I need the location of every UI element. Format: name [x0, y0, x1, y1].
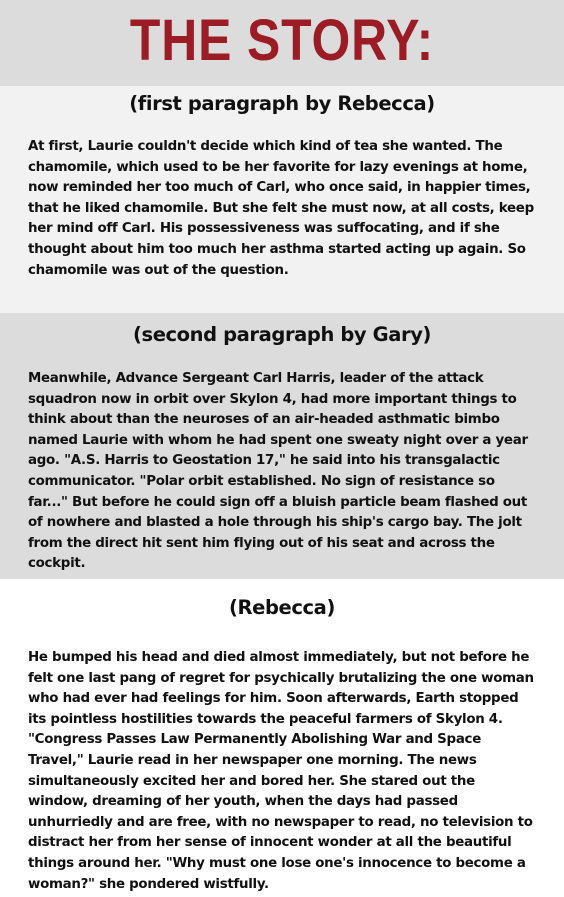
section-first-paragraph [0, 86, 564, 313]
page-title: THE STORY: [129, 8, 435, 73]
section-heading: (second paragraph by Gary) [132, 323, 432, 346]
title-banner [0, 0, 564, 86]
section-second-paragraph [0, 313, 564, 579]
section-paragraph: At first, Laurie couldn't decide which kind of tea she wanted. The chamomile, which used to be her favorite for lazy evenings at home, now reminded her too much of Carl, who once said, in happier times, that he liked chamomile. But she felt she must now, at all costs, keep her mind off Carl. His possessiveness was suffocating, and if she thought about him too much her asthma started acting up again. So chamomile was out of the question. [28, 139, 534, 278]
section-paragraph: Meanwhile, Advance Sergeant Carl Harris, leader of the attack squadron now in orbit over Skylon 4, had more important things to think about than the neuroses of an air-headed asthmatic bimbo named Laurie with whom he had spent one sweaty night over a year ago. "A.S. Harris to Geostation 17," he said into his transgalactic communicator. "Polar orbit established. No sign of resistance so far..." But before he could sign off a bluish particle beam flashed out of nowhere and blasted a hole through his ship's cargo bay. The jolt from the direct hit sent him flying out of his seat and across the cockpit. [28, 371, 528, 572]
section-third-paragraph [0, 579, 564, 897]
section-heading: (Rebecca) [229, 596, 335, 619]
section-paragraph: He bumped his head and died almost immediately, but not before he felt one last pang of regret for psychically brutalizing the one woman who had ever had feelings for him. Soon afterwards, Earth stopped its pointless hostilities towards the peaceful farmers of Skylon 4. "Congress Passes Law Permanently Abolishing War and Space Travel," Laurie read in her newspaper one morning. The news simultaneously excited her and bored her. She stared out the window, dreaming of her youth, when the days had passed unhurriedly and are free, with no newspaper to read, no television to distract her from her sense of innocent wonder at all the beautiful things around her. "Why must one lose one's innocence to become a woman?" she pondered wistfully. [28, 650, 534, 892]
section-heading: (first paragraph by Rebecca) [129, 92, 435, 115]
